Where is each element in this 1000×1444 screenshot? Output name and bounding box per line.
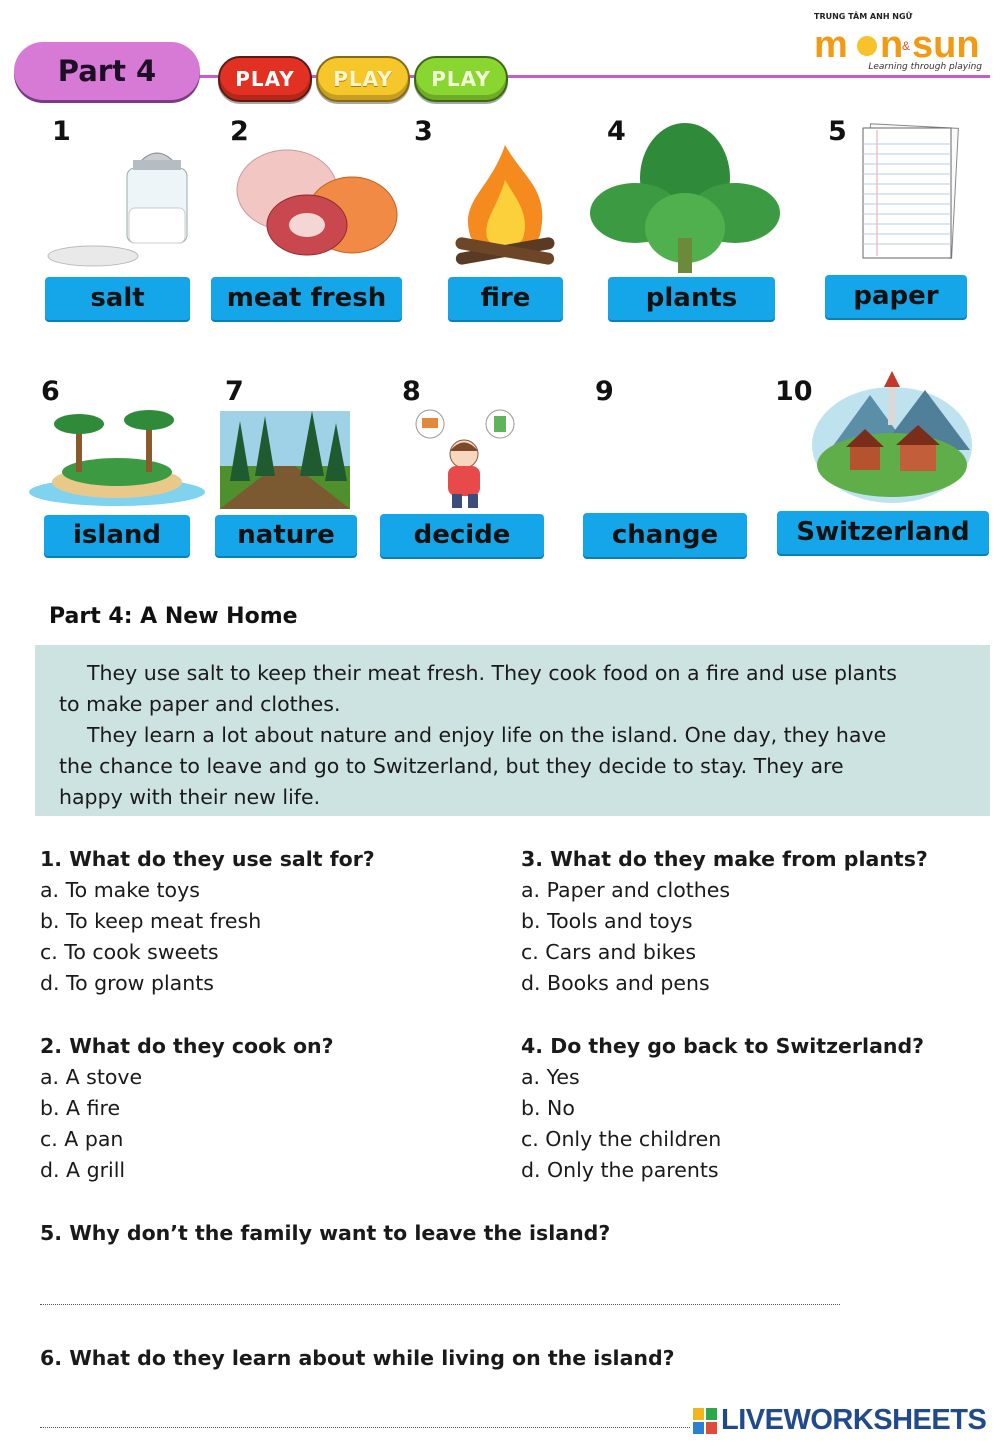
answer-option[interactable]: c. A pan <box>40 1127 124 1151</box>
vocab-label: meat fresh <box>211 277 402 320</box>
vocab-label: plants <box>608 277 775 320</box>
vocab-number: 2 <box>230 116 249 147</box>
answer-option[interactable]: a. Yes <box>521 1065 580 1089</box>
vocab-label: Switzerland <box>777 511 989 554</box>
answer-option[interactable]: d. A grill <box>40 1158 126 1182</box>
vocab-number: 9 <box>595 376 614 407</box>
part-badge <box>14 42 200 100</box>
svg-text:&: & <box>902 39 911 53</box>
forest-icon <box>220 411 350 509</box>
passage-line: the chance to leave and go to Switzerland, but they decide to stay. They are <box>59 754 844 778</box>
section-title: Part 4: A New Home <box>49 604 298 629</box>
vocab-label: nature <box>215 515 357 556</box>
answer-option[interactable]: b. Tools and toys <box>521 909 693 933</box>
answer-option[interactable]: c. Cars and bikes <box>521 940 697 964</box>
brand-logo <box>814 10 990 74</box>
question-5: 5. Why don’t the family want to leave the island? <box>40 1221 611 1245</box>
answer-line-6[interactable] <box>40 1427 690 1428</box>
liveworksheets-icon <box>693 1408 717 1434</box>
vocab-label: fire <box>448 277 563 320</box>
answer-option[interactable]: c. Only the children <box>521 1127 722 1151</box>
brand-wordmark-icon <box>814 24 990 64</box>
plant-icon <box>590 118 780 278</box>
thinking-girl-icon <box>408 406 520 510</box>
vocab-number: 8 <box>402 376 421 407</box>
salt-shaker-icon <box>45 138 195 273</box>
vocab-number: 1 <box>52 116 71 147</box>
answer-option[interactable]: d. Only the parents <box>521 1158 719 1182</box>
vocab-number: 3 <box>414 116 433 147</box>
answer-option[interactable]: c. To cook sweets <box>40 940 219 964</box>
answer-option[interactable]: a. A stove <box>40 1065 143 1089</box>
vocab-label: decide <box>380 514 544 557</box>
fire-icon <box>445 140 565 270</box>
passage-line: They use salt to keep their meat fresh. They cook food on a fire and use plants <box>87 661 897 685</box>
part-label: Part 4 <box>57 54 157 88</box>
answer-option[interactable]: b. No <box>521 1096 575 1120</box>
vocab-label: change <box>583 513 747 557</box>
question-6: 6. What do they learn about while living on the island? <box>40 1346 675 1370</box>
question-1 <box>40 844 375 999</box>
island-icon <box>28 402 206 512</box>
question-text: 4. Do they go back to Switzerland? <box>521 1034 925 1058</box>
vocab-label: island <box>44 515 190 556</box>
brand-tagline: Learning through playing <box>868 62 982 72</box>
play-button-green[interactable]: PLAY <box>414 56 508 102</box>
vocab-number: 7 <box>225 376 244 407</box>
answer-option[interactable]: b. To keep meat fresh <box>40 909 262 933</box>
liveworksheets-logo <box>693 1404 993 1436</box>
answer-option[interactable]: d. To grow plants <box>40 971 214 995</box>
vocab-label: salt <box>45 277 190 320</box>
passage-line: to make paper and clothes. <box>59 692 341 716</box>
answer-option[interactable]: a. To make toys <box>40 878 200 902</box>
passage-line: happy with their new life. <box>59 785 321 809</box>
question-3 <box>521 844 928 999</box>
question-4 <box>521 1031 924 1186</box>
vocab-label: paper <box>825 275 967 318</box>
play-button-yellow[interactable]: PLAY <box>316 56 410 102</box>
vocab-number: 6 <box>41 376 60 407</box>
answer-option[interactable]: a. Paper and clothes <box>521 878 731 902</box>
question-2 <box>40 1031 334 1186</box>
paper-icon <box>855 122 960 262</box>
answer-option[interactable]: d. Books and pens <box>521 971 710 995</box>
question-text: 2. What do they cook on? <box>40 1034 334 1058</box>
watermark-text: LIVEWORKSHEETS <box>721 1404 987 1436</box>
answer-line-5[interactable] <box>40 1304 840 1305</box>
reading-passage <box>35 645 990 816</box>
svg-text:sun: sun <box>912 24 980 64</box>
question-text: 1. What do they use salt for? <box>40 847 375 871</box>
svg-text:m: m <box>814 24 848 64</box>
answer-option[interactable]: b. A fire <box>40 1096 121 1120</box>
meat-icon <box>232 145 402 270</box>
vocab-number: 10 <box>775 376 813 407</box>
vocab-number: 4 <box>607 116 626 147</box>
svg-text:n: n <box>880 24 904 64</box>
passage-line: They learn a lot about nature and enjoy life on the island. One day, they have <box>87 723 887 747</box>
brand-top-text: TRUNG TÂM ANH NGỮ <box>814 12 913 21</box>
vocab-number: 5 <box>828 116 847 147</box>
village-icon <box>810 365 975 505</box>
question-text: 3. What do they make from plants? <box>521 847 928 871</box>
play-button-red[interactable]: PLAY <box>218 56 312 102</box>
